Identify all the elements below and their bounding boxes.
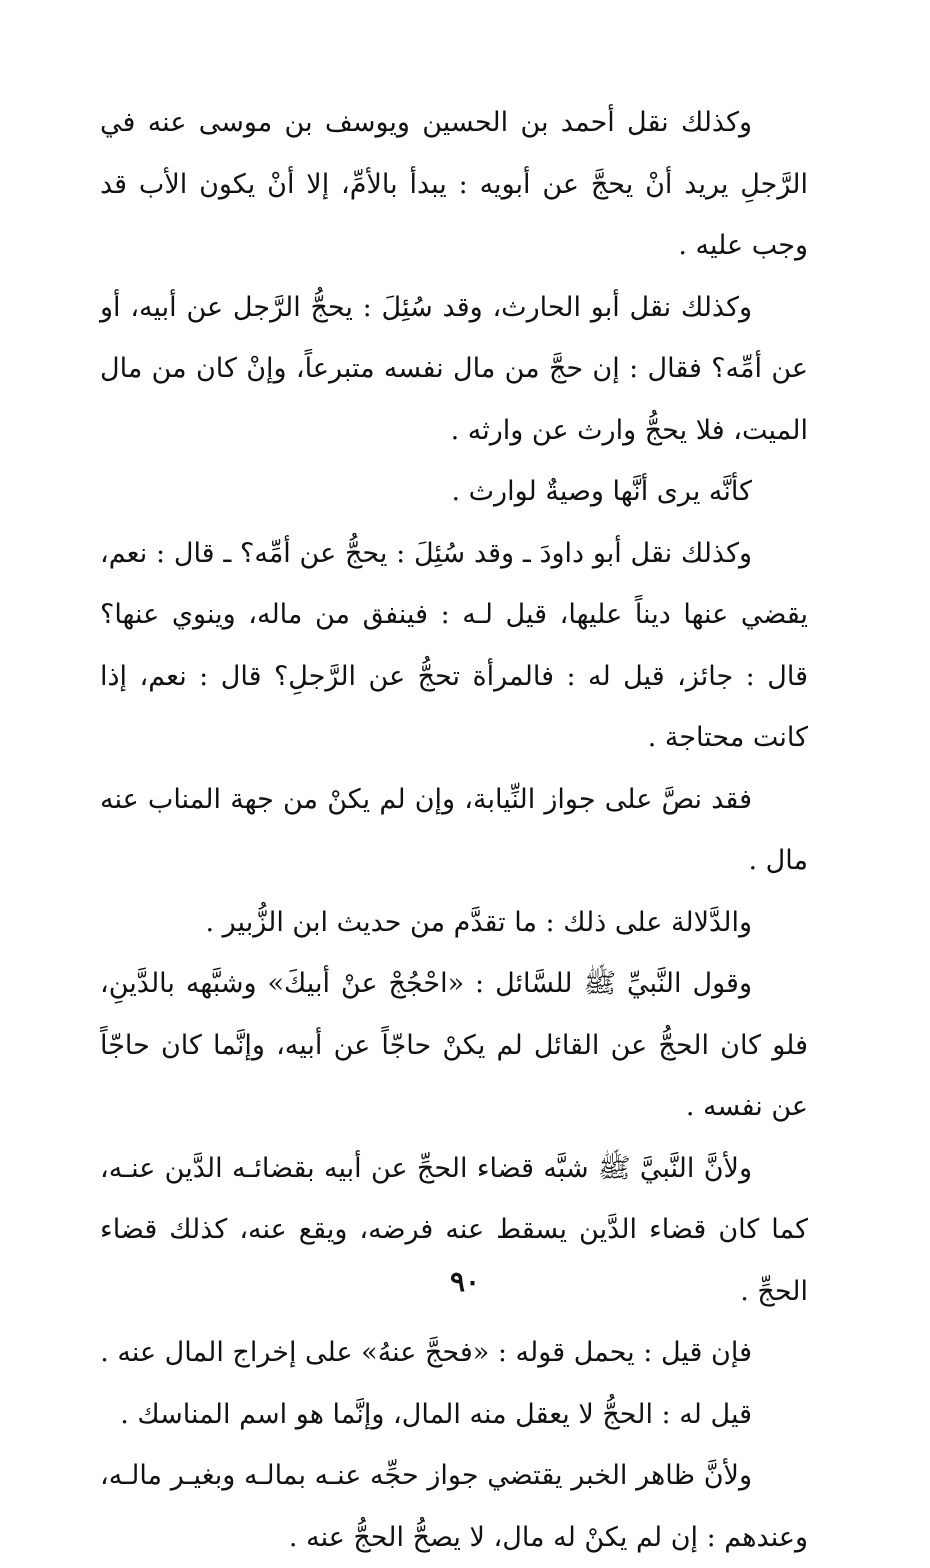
- text-line: فقد نصَّ على جواز النِّيابة، وإن لم يكنْ من جهة المناب عنه مال .: [100, 783, 808, 876]
- text-line: فإن قيل : يحمل قوله : «فحجَّ عنهُ» على إخراج المال عنه .: [100, 1337, 752, 1368]
- text-line: كان الحجُّ عن القائل لم يكنْ حاجّاً عن أبيه، وإنَّما كان حاجّاً عن نفسه .: [100, 1029, 808, 1122]
- paragraph: [100, 953, 808, 1138]
- body-text: [100, 92, 808, 1568]
- text-line: جائز، قيل له : فالمرأة تحجُّ عن الرَّجلِ؟ قال : نعم، إذا كانت محتاجة .: [100, 660, 808, 753]
- paragraph: [100, 277, 808, 462]
- text-line: يريد أنْ يحجَّ عن أبويه : يبدأ بالأمِّ، إلا أنْ يكون الأب قد وجب عليه .: [100, 168, 808, 261]
- text-line: أمِّه؟ فقال : إن حجَّ من مال نفسه متبرعاً، وإنْ كان من مال الميت، فلا: [100, 353, 808, 446]
- paragraph: [100, 769, 808, 892]
- text-line: وقول النَّبيِّ ﷺ للسَّائل : «احْجُجْ عنْ أبيكَ» وشبَّهه بالدَّينِ، فلو: [100, 968, 808, 1061]
- text-line: وعندهم : إن لم يكنْ له مال، لا يصحُّ الحجُّ عنه .: [288, 1521, 808, 1553]
- paragraph: [100, 461, 808, 523]
- text-line: يحجُّ وارث عن وارثه .: [450, 414, 688, 446]
- text-line: وكذلك نقل أبو داودَ ـ وقد سُئِلَ : يحجُّ عن أمِّه؟ ـ قال : نعم،: [100, 537, 752, 569]
- text-line: وكذلك نقل أحمد بن الحسين ويوسف بن موسى عنه في الرَّجلِ: [100, 107, 808, 200]
- paragraph: [100, 892, 808, 954]
- text-line: ولأنَّ ظاهر الخبر يقتضي جواز حجِّه عنـه بمالـه وبغيـر مالـه،: [100, 1460, 752, 1491]
- paragraph: [100, 1445, 808, 1568]
- text-line: ولأنَّ النَّبيَّ ﷺ شبَّه قضاء الحجِّ عن أبيه بقضائـه الدَّين عنـه، كما: [100, 1152, 808, 1245]
- paragraph: [100, 92, 808, 277]
- text-line: والدَّلالة على ذلك : ما تقدَّم من حديث ابن الزُّبير .: [205, 906, 752, 938]
- text-line: قيل له : الحجُّ لا يعقل منه المال، وإنَّما هو اسم المناسك .: [120, 1398, 752, 1430]
- paragraph: [100, 1384, 808, 1446]
- paragraph: [100, 1322, 808, 1384]
- text-line: كان قضاء الدَّين يسقط عنه فرضه، ويقع عنه، كذلك قضاء الحجِّ .: [100, 1214, 808, 1307]
- text-line: كأنَّه يرى أنَّها وصيةٌ لوارث .: [451, 476, 752, 507]
- text-line: يقضي عنها ديناً عليها، قيل لـه : فينفق من ماله، وينوي عنها؟ قال :: [100, 599, 808, 692]
- paragraph: [100, 523, 808, 769]
- text-line: وكذلك نقل أبو الحارث، وقد سُئِلَ : يحجُّ الرَّجل عن أبيه، أو عن: [100, 291, 808, 384]
- page-number: ٩٠: [449, 1265, 481, 1298]
